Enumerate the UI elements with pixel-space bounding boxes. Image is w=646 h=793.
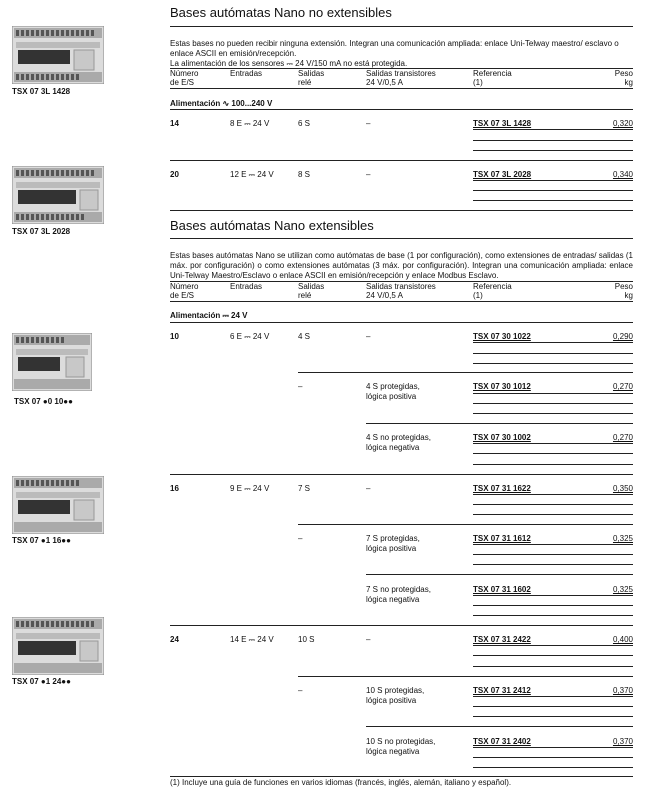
divider [366, 423, 633, 424]
plc-photo-16 [12, 476, 104, 534]
cell-relay-outputs: 6 S [298, 119, 311, 128]
divider [473, 180, 633, 181]
header-weight: Peso kg [614, 282, 633, 300]
divider [473, 403, 633, 404]
caption-16: TSX 07 ●1 16●● [12, 536, 71, 545]
cell-reference: TSX 07 31 1612 [473, 534, 531, 543]
divider [170, 776, 633, 777]
divider [473, 453, 633, 454]
cell-relay-outputs: – [298, 686, 303, 695]
divider [473, 200, 633, 201]
cell-weight: 0,270 [612, 433, 633, 442]
divider [473, 150, 633, 151]
cell-transistor-outputs: – [366, 484, 371, 493]
section2-description: Estas bases autómatas Nano se utilizan como autómatas de base (1 por configuración), como extensiones de entradas/ salidas (1 máx. por configuración) o como extensiones autómatas (3 máx. por configuración). Integran una comunicación ampliada: enlace Uni-Telway Maestro/Esclavo o enlace ASCII en emisión/recepción y enlace Modbus Esclavo. [170, 251, 633, 280]
divider [473, 514, 633, 515]
divider [473, 190, 633, 191]
cell-transistor-outputs: – [366, 119, 371, 128]
divider [170, 160, 633, 161]
cell-reference: TSX 07 31 1602 [473, 585, 531, 594]
divider [473, 129, 633, 130]
header-io: Número de E/S [170, 282, 199, 300]
divider [473, 494, 633, 495]
divider [473, 595, 633, 596]
cell-reference: TSX 07 31 2412 [473, 686, 531, 695]
cell-reference: TSX 07 31 2422 [473, 635, 531, 644]
cell-transistor-outputs: – [366, 635, 371, 644]
divider [473, 666, 633, 667]
cell-relay-outputs: 8 S [298, 170, 311, 179]
header-inputs: Entradas [230, 69, 263, 78]
cell-weight: 0,320 [612, 119, 633, 128]
divider [473, 706, 633, 707]
divider [298, 372, 633, 373]
cell-reference: TSX 07 31 2402 [473, 737, 531, 746]
divider [473, 605, 633, 606]
divider [473, 655, 633, 656]
cell-transistor-outputs: 10 S protegidas, lógica positiva [366, 686, 425, 705]
cell-relay-outputs: 7 S [298, 484, 311, 493]
cell-relay-outputs: – [298, 382, 303, 391]
divider [473, 554, 633, 555]
power-supply-label: Alimentación ⎓ 24 V [170, 311, 248, 320]
header-transistor-outputs: Salidas transistores 24 V/0,5 A [366, 282, 436, 300]
caption-2028: TSX 07 3L 2028 [12, 227, 71, 236]
cell-inputs: 14 E ⎓ 24 V [230, 635, 274, 644]
cell-io: 14 [170, 119, 179, 128]
divider [170, 210, 633, 211]
caption-1428: TSX 07 3L 1428 [12, 87, 71, 96]
cell-weight: 0,370 [612, 737, 633, 746]
divider [473, 393, 633, 394]
divider [473, 140, 633, 141]
cell-transistor-outputs: – [366, 332, 371, 341]
cell-reference: TSX 07 3L 1428 [473, 119, 532, 128]
divider [473, 443, 633, 444]
cell-transistor-outputs: – [366, 170, 371, 179]
caption-24: TSX 07 ●1 24●● [12, 677, 71, 686]
cell-relay-outputs: 4 S [298, 332, 311, 341]
cell-weight: 0,325 [612, 585, 633, 594]
cell-reference: TSX 07 30 1012 [473, 382, 531, 391]
cell-weight: 0,400 [612, 635, 633, 644]
divider [473, 757, 633, 758]
divider [366, 574, 633, 575]
header-weight: Peso kg [614, 69, 633, 87]
cell-inputs: 8 E ⎓ 24 V [230, 119, 270, 128]
divider [473, 544, 633, 545]
cell-weight: 0,270 [612, 382, 633, 391]
divider [473, 767, 633, 768]
cell-reference: TSX 07 31 1622 [473, 484, 531, 493]
divider [366, 726, 633, 727]
divider [170, 301, 633, 302]
cell-weight: 0,350 [612, 484, 633, 493]
plc-photo-10 [12, 333, 92, 391]
header-io: Número de E/S [170, 69, 199, 87]
cell-weight: 0,340 [612, 170, 633, 179]
divider [473, 747, 633, 748]
cell-transistor-outputs: 7 S no protegidas, lógica negativa [366, 585, 431, 604]
divider [473, 564, 633, 565]
divider [170, 26, 633, 27]
cell-transistor-outputs: 10 S no protegidas, lógica negativa [366, 737, 436, 756]
plc-photo-24 [12, 617, 104, 675]
divider [298, 524, 633, 525]
divider [473, 363, 633, 364]
header-reference: Referencia (1) [473, 69, 512, 87]
cell-reference: TSX 07 30 1022 [473, 332, 531, 341]
plc-photo-1428 [12, 26, 104, 84]
cell-reference: TSX 07 30 1002 [473, 433, 531, 442]
divider [473, 696, 633, 697]
header-reference: Referencia (1) [473, 282, 512, 300]
divider [473, 716, 633, 717]
header-relay-outputs: Salidas relé [298, 69, 325, 87]
divider [298, 676, 633, 677]
plc-photo-2028 [12, 166, 104, 224]
divider [473, 504, 633, 505]
cell-transistor-outputs: 7 S protegidas, lógica positiva [366, 534, 420, 553]
cell-relay-outputs: – [298, 534, 303, 543]
cell-io: 24 [170, 635, 179, 644]
section2-title: Bases autómatas Nano extensibles [170, 218, 374, 233]
cell-io: 10 [170, 332, 179, 341]
divider [473, 353, 633, 354]
header-inputs: Entradas [230, 282, 263, 291]
cell-io: 20 [170, 170, 179, 179]
divider [170, 88, 633, 89]
power-supply-label: Alimentación ∿ 100...240 V [170, 99, 273, 108]
section1-description: Estas bases no pueden recibir ninguna extensión. Integran una comunicación ampliada: enlace Uni-Telway maestro/ esclavo o enlace ASCII en emisión/recepción. La alimentación de los sensores ⎓ 24 V/150 mA no está protegida. [170, 39, 619, 68]
cell-inputs: 6 E ⎓ 24 V [230, 332, 270, 341]
cell-reference: TSX 07 3L 2028 [473, 170, 532, 179]
divider [170, 474, 633, 475]
divider [170, 625, 633, 626]
cell-weight: 0,370 [612, 686, 633, 695]
divider [473, 464, 633, 465]
cell-inputs: 12 E ⎓ 24 V [230, 170, 274, 179]
cell-io: 16 [170, 484, 179, 493]
header-transistor-outputs: Salidas transistores 24 V/0,5 A [366, 69, 436, 87]
footnote: (1) Incluye una guía de funciones en varios idiomas (francés, inglés, alemán, italiano y español). [170, 778, 512, 787]
section1-title: Bases autómatas Nano no extensibles [170, 5, 392, 20]
divider [473, 413, 633, 414]
divider [170, 238, 633, 239]
header-relay-outputs: Salidas relé [298, 282, 325, 300]
divider [170, 322, 633, 323]
cell-weight: 0,290 [612, 332, 633, 341]
cell-weight: 0,325 [612, 534, 633, 543]
divider [170, 109, 633, 110]
caption-10: TSX 07 ●0 10●● [14, 397, 73, 406]
cell-relay-outputs: 10 S [298, 635, 315, 644]
divider [473, 342, 633, 343]
cell-transistor-outputs: 4 S protegidas, lógica positiva [366, 382, 420, 401]
cell-inputs: 9 E ⎓ 24 V [230, 484, 270, 493]
divider [473, 615, 633, 616]
divider [473, 645, 633, 646]
cell-transistor-outputs: 4 S no protegidas, lógica negativa [366, 433, 431, 452]
